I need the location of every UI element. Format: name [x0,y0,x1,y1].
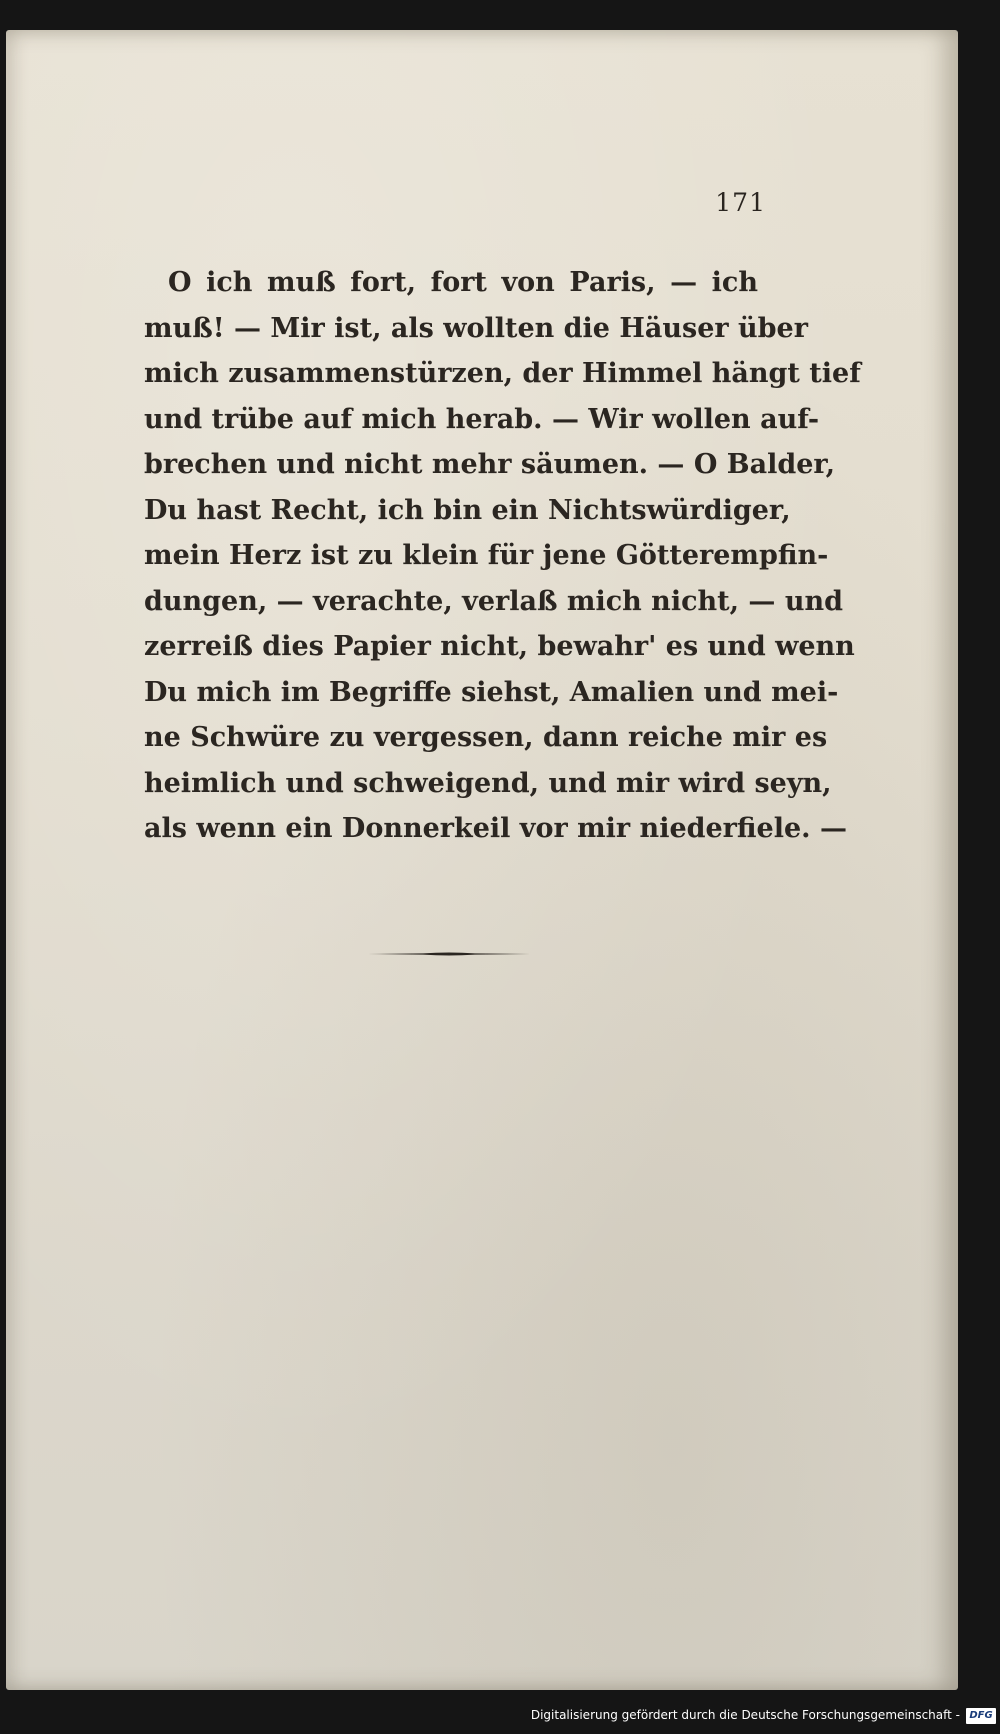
text-line: zerreiß dies Papier nicht, bewahr' es und wenn [144,631,855,662]
book-page [6,30,958,1690]
text-line: O ich muß fort, fort von Paris, — ich [168,267,758,298]
text-line: Du mich im Begriffe siehst, Amalien und mei- [144,676,839,708]
footer-credit: Digitalisierung gefördert durch die Deutsche Forschungsgemeinschaft - [530,1708,960,1722]
text-line: und trübe auf mich herab. — Wir wollen auf- [144,403,820,435]
digitization-footer [0,1700,1000,1734]
text-line: mich zusammenstürzen, der Himmel hängt tief [144,358,861,389]
text-line: ne Schwüre zu vergessen, dann reiche mir es [144,722,828,753]
text-line: Du hast Recht, ich bin ein Nichtswürdiger, [144,494,791,526]
dfg-logo: DFG [966,1708,996,1724]
text-line: heimlich und schweigend, und mir wird seyn, [144,767,832,799]
body-text [144,260,861,852]
text-line: brechen und nicht mehr säumen. — O Balder, [144,449,836,480]
text-line: mein Herz ist zu klein für jene Götterempfin- [144,540,829,571]
text-line: als wenn ein Donnerkeil vor mir niederfiele. — [144,813,847,844]
text-line: dungen, — verachte, verlaß mich nicht, — und [144,585,843,617]
page-number: 171 [715,188,766,217]
text-line: muß! — Mir ist, als wollten die Häuser über [144,312,808,344]
section-end-rule [368,951,530,957]
